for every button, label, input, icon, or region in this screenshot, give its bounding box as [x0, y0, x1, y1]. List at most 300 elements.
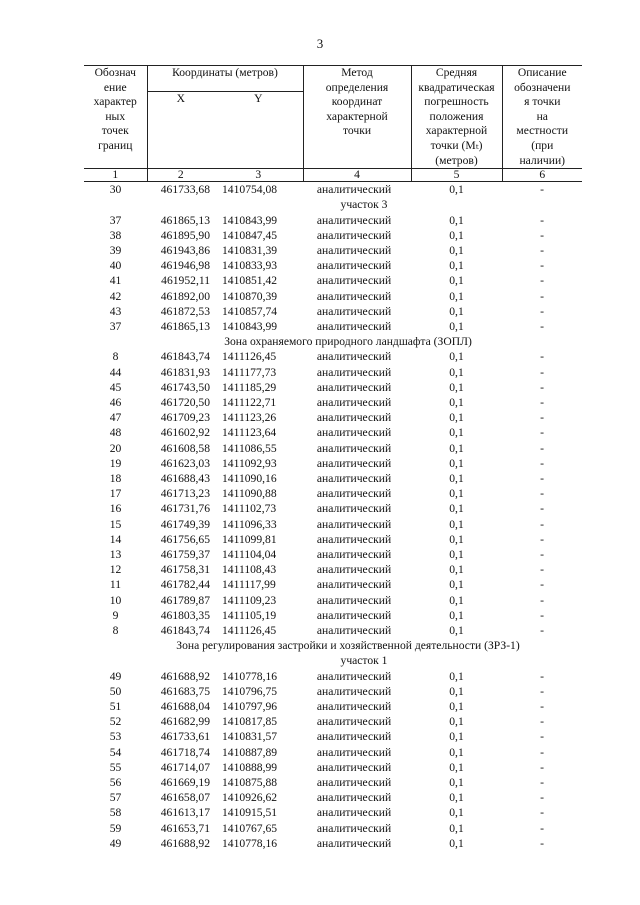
x-coordinate-cell: 461803,35 — [160, 608, 210, 622]
point-number-cell: 17 — [109, 487, 122, 501]
method-cell: аналитический — [316, 441, 392, 455]
y-coordinate-cell: 1411122,71 — [222, 396, 277, 409]
point-number-cell: 58 — [109, 806, 122, 820]
x-coordinate-cell: 461946,98 — [160, 259, 210, 273]
header-line: на — [536, 109, 548, 123]
method-cell: аналитический — [316, 760, 392, 774]
method-cell: аналитический — [316, 745, 392, 759]
method-cell: аналитический — [316, 319, 392, 333]
table-row — [84, 228, 582, 243]
description-cell: - — [540, 243, 544, 257]
table-row — [84, 775, 582, 790]
method-cell: аналитический — [316, 776, 392, 790]
header-line: обозначени — [514, 80, 571, 94]
error-cell: 0,1 — [449, 228, 464, 242]
description-cell: - — [540, 548, 544, 562]
page-number: 3 — [316, 36, 324, 51]
point-number-cell: 16 — [109, 502, 122, 516]
method-cell: аналитический — [316, 517, 392, 531]
error-cell: 0,1 — [449, 669, 464, 683]
y-coordinate-cell: 1410817,85 — [222, 715, 278, 729]
header-line: погрешность — [424, 95, 489, 109]
description-cell: - — [540, 532, 544, 546]
method-cell: аналитический — [316, 563, 392, 577]
header-line: Обознач — [94, 66, 136, 79]
x-coordinate-cell: 461843,74 — [160, 624, 210, 638]
description-cell: - — [540, 669, 544, 683]
y-coordinate-cell: 1410778,16 — [222, 669, 278, 683]
point-number-cell: 43 — [109, 304, 122, 318]
description-cell: - — [540, 259, 544, 273]
section-heading: участок 1 — [340, 654, 388, 668]
column-number: 6 — [502, 169, 582, 182]
error-cell: 0,1 — [449, 289, 464, 303]
x-coordinate-cell: 461756,65 — [160, 532, 210, 546]
error-cell: 0,1 — [449, 517, 464, 531]
x-coordinate-cell: 461943,86 — [160, 243, 210, 257]
description-cell: - — [540, 730, 544, 744]
description-cell: - — [540, 365, 544, 379]
error-cell: 0,1 — [449, 715, 464, 729]
x-coordinate-cell: 461749,39 — [160, 517, 210, 531]
description-cell: - — [540, 426, 544, 440]
table-row — [84, 349, 582, 364]
header-line: границ — [98, 138, 133, 152]
description-cell: - — [540, 563, 544, 577]
y-coordinate-cell: 1410857,74 — [222, 304, 278, 318]
description-cell: - — [540, 745, 544, 759]
section-heading: Зона регулирования застройки и хозяйственной деятельности (ЗРЗ-1) — [176, 639, 520, 653]
x-coordinate-cell: 461602,92 — [160, 426, 210, 440]
point-number-cell: 14 — [109, 532, 122, 546]
method-cell: аналитический — [316, 624, 392, 638]
point-number-cell: 8 — [112, 624, 119, 638]
x-coordinate-cell: 461872,53 — [160, 304, 210, 318]
point-number-cell: 40 — [109, 259, 122, 273]
point-number-cell: 13 — [109, 548, 122, 562]
table-row — [84, 684, 582, 699]
x-coordinate-cell: 461623,03 — [160, 456, 210, 470]
error-cell: 0,1 — [449, 745, 464, 759]
point-number-cell: 49 — [109, 669, 122, 683]
table-row — [84, 577, 582, 592]
x-coordinate-cell: 461952,11 — [161, 274, 210, 288]
table-row — [84, 410, 582, 425]
method-cell: аналитический — [316, 578, 392, 592]
method-cell: аналитический — [316, 715, 392, 729]
y-coordinate-cell: 1411092,93 — [222, 456, 277, 470]
table-row — [84, 319, 582, 334]
table-row — [84, 380, 582, 395]
error-cell: 0,1 — [449, 441, 464, 455]
table-row — [84, 714, 582, 729]
x-coordinate-cell: 461789,87 — [160, 593, 210, 607]
method-cell: аналитический — [316, 593, 392, 607]
method-cell: аналитический — [316, 380, 392, 394]
description-cell: - — [540, 350, 544, 364]
y-coordinate-cell: 1411090,88 — [222, 487, 277, 501]
description-cell: - — [540, 487, 544, 501]
x-coordinate-cell: 461683,75 — [160, 684, 210, 698]
x-coordinate-cell: 461865,13 — [160, 213, 210, 227]
header-point-designation — [84, 66, 147, 169]
x-coordinate-cell: 461688,43 — [160, 472, 210, 486]
header-coordinates: Координаты (метров) — [147, 66, 303, 92]
x-coordinate-cell: 461733,61 — [160, 730, 210, 744]
method-cell: аналитический — [316, 502, 392, 516]
point-number-cell: 52 — [109, 715, 122, 729]
error-cell: 0,1 — [449, 548, 464, 562]
method-cell: аналитический — [316, 821, 392, 835]
header-description — [502, 66, 582, 169]
method-cell: аналитический — [316, 700, 392, 714]
description-cell: - — [540, 396, 544, 409]
y-coordinate-cell: 1410887,89 — [222, 745, 278, 759]
header-line: Описание — [517, 66, 567, 79]
column-number: 2 — [147, 169, 214, 182]
error-cell: 0,1 — [449, 684, 464, 698]
y-coordinate-cell: 1410778,16 — [222, 836, 278, 850]
y-coordinate-cell: 1411177,73 — [222, 365, 277, 379]
y-coordinate-cell: 1410797,96 — [222, 700, 278, 714]
y-coordinate-cell: 1411185,29 — [222, 380, 277, 394]
column-numbers-row — [84, 169, 582, 182]
description-cell: - — [540, 517, 544, 531]
error-cell: 0,1 — [449, 624, 464, 638]
description-cell: - — [540, 715, 544, 729]
table-row — [84, 623, 582, 638]
point-number-cell: 10 — [109, 593, 122, 607]
x-coordinate-cell: 461758,31 — [160, 563, 210, 577]
x-coordinate-cell: 461682,99 — [160, 715, 210, 729]
method-cell: аналитический — [316, 548, 392, 562]
x-coordinate-cell: 461718,74 — [160, 745, 210, 759]
table-row — [84, 425, 582, 440]
point-number-cell: 37 — [109, 319, 122, 333]
error-cell: 0,1 — [449, 578, 464, 592]
y-coordinate-cell: 1410870,39 — [222, 289, 278, 303]
table-row — [84, 608, 582, 623]
x-coordinate-cell: 461759,37 — [160, 548, 210, 562]
error-cell: 0,1 — [449, 472, 464, 486]
point-number-cell: 55 — [109, 760, 122, 774]
point-number-cell: 9 — [112, 608, 119, 622]
method-cell: аналитический — [316, 836, 392, 850]
description-cell: - — [540, 608, 544, 622]
description-cell: - — [540, 183, 544, 197]
y-coordinate-cell: 1411105,19 — [222, 608, 277, 622]
table-row — [84, 456, 582, 471]
point-number-cell: 8 — [112, 350, 119, 364]
point-number-cell: 51 — [109, 700, 122, 714]
error-cell: 0,1 — [449, 396, 464, 409]
description-cell: - — [540, 760, 544, 774]
header-line: наличии) — [519, 153, 566, 167]
y-coordinate-cell: 1410767,65 — [222, 821, 278, 835]
header-line: характер — [93, 95, 137, 109]
y-coordinate-cell: 1411086,55 — [222, 441, 277, 455]
table-row — [84, 517, 582, 532]
header-line: местности — [516, 124, 569, 138]
table-row — [84, 790, 582, 805]
table-row — [84, 501, 582, 516]
error-cell: 0,1 — [449, 304, 464, 318]
y-coordinate-cell: 1411123,64 — [222, 426, 277, 440]
y-coordinate-cell: 1411096,33 — [222, 517, 277, 531]
x-coordinate-cell: 461865,13 — [160, 319, 210, 333]
header-line: Метод — [341, 66, 373, 79]
section-heading-row — [84, 638, 582, 653]
description-cell: - — [540, 213, 544, 227]
y-coordinate-cell: 1410926,62 — [222, 791, 278, 805]
description-cell: - — [540, 472, 544, 486]
y-coordinate-cell: 1410851,42 — [222, 274, 278, 288]
description-cell: - — [540, 502, 544, 516]
error-cell: 0,1 — [449, 259, 464, 273]
header-line: квадратическая — [418, 80, 495, 94]
error-cell: 0,1 — [449, 608, 464, 622]
y-coordinate-cell: 1411102,73 — [222, 502, 277, 516]
section-heading-row — [84, 197, 582, 212]
x-coordinate-cell: 461843,74 — [160, 350, 210, 364]
y-coordinate-cell: 1411108,43 — [222, 563, 277, 577]
y-coordinate-cell: 1411126,45 — [222, 624, 277, 638]
header-line: ных — [105, 109, 126, 123]
point-number-cell: 42 — [109, 289, 122, 303]
y-coordinate-cell: 1411099,81 — [222, 532, 277, 546]
error-cell: 0,1 — [449, 183, 464, 197]
method-cell: аналитический — [316, 411, 392, 425]
x-coordinate-cell: 461733,68 — [160, 183, 210, 197]
header-line: Средняя — [435, 66, 478, 79]
error-cell: 0,1 — [449, 213, 464, 227]
x-coordinate-cell: 461731,76 — [160, 502, 210, 516]
point-number-cell: 44 — [109, 365, 122, 379]
method-cell: аналитический — [316, 730, 392, 744]
table-row — [84, 532, 582, 547]
table-row — [84, 486, 582, 501]
header-error — [411, 66, 502, 169]
description-cell: - — [540, 684, 544, 698]
y-coordinate-cell: 1411104,04 — [222, 548, 277, 562]
x-coordinate-cell: 461831,93 — [160, 365, 210, 379]
header-y: Y — [254, 92, 263, 106]
description-cell: - — [540, 593, 544, 607]
table-row — [84, 395, 582, 410]
table-row — [84, 836, 582, 851]
header-line: характерной — [425, 124, 488, 138]
x-coordinate-cell: 461613,17 — [160, 806, 210, 820]
method-cell: аналитический — [316, 791, 392, 805]
error-cell: 0,1 — [449, 760, 464, 774]
y-coordinate-cell: 1410796,75 — [222, 684, 278, 698]
error-cell: 0,1 — [449, 532, 464, 546]
x-coordinate-cell: 461653,71 — [160, 821, 210, 835]
section-heading-row — [84, 334, 582, 349]
error-cell: 0,1 — [449, 806, 464, 820]
table-header — [84, 66, 582, 182]
x-coordinate-cell: 461782,44 — [160, 578, 210, 592]
error-cell: 0,1 — [449, 456, 464, 470]
point-number-cell: 18 — [109, 472, 122, 486]
table-row — [84, 760, 582, 775]
description-cell: - — [540, 821, 544, 835]
point-number-cell: 12 — [109, 563, 122, 577]
y-coordinate-cell: 1410833,93 — [222, 259, 278, 273]
method-cell: аналитический — [316, 396, 392, 409]
table-row — [84, 471, 582, 486]
error-cell: 0,1 — [449, 593, 464, 607]
error-cell: 0,1 — [449, 365, 464, 379]
y-coordinate-cell: 1411117,99 — [222, 578, 276, 592]
point-number-cell: 57 — [109, 791, 122, 805]
point-number-cell: 45 — [109, 380, 122, 394]
table-row — [84, 547, 582, 562]
table-row — [84, 699, 582, 714]
method-cell: аналитический — [316, 532, 392, 546]
description-cell: - — [540, 289, 544, 303]
error-cell: 0,1 — [449, 487, 464, 501]
y-coordinate-cell: 1411126,45 — [222, 350, 277, 364]
x-coordinate-cell: 461658,07 — [160, 791, 210, 805]
method-cell: аналитический — [316, 487, 392, 501]
description-cell: - — [540, 791, 544, 805]
error-cell: 0,1 — [449, 563, 464, 577]
y-coordinate-cell: 1411090,16 — [222, 472, 277, 486]
description-cell: - — [540, 776, 544, 790]
column-number: 5 — [411, 169, 502, 182]
point-number-cell: 30 — [109, 183, 122, 197]
error-cell: 0,1 — [449, 791, 464, 805]
table-row — [84, 669, 582, 684]
method-cell: аналитический — [316, 350, 392, 364]
column-number: 3 — [214, 169, 303, 182]
x-coordinate-cell: 461669,19 — [160, 776, 210, 790]
header-line: ение — [103, 80, 127, 94]
point-number-cell: 59 — [109, 821, 122, 835]
table-row — [84, 745, 582, 760]
description-cell: - — [540, 380, 544, 394]
header-line: точки (Mₜ) — [430, 138, 483, 152]
point-number-cell: 49 — [109, 836, 122, 850]
error-cell: 0,1 — [449, 836, 464, 850]
header-line: координат — [331, 95, 383, 109]
table-body — [84, 182, 582, 851]
header-line: точки — [342, 124, 372, 138]
method-cell: аналитический — [316, 304, 392, 318]
table-row — [84, 805, 582, 820]
error-cell: 0,1 — [449, 411, 464, 425]
section-heading-row — [84, 653, 582, 668]
x-coordinate-cell: 461709,23 — [160, 411, 210, 425]
description-cell: - — [540, 806, 544, 820]
table-row — [84, 562, 582, 577]
point-number-cell: 53 — [109, 730, 122, 744]
table-row — [84, 593, 582, 608]
x-coordinate-cell: 461892,00 — [160, 289, 210, 303]
method-cell: аналитический — [316, 259, 392, 273]
x-coordinate-cell: 461688,92 — [160, 669, 210, 683]
header-line: (при — [531, 138, 554, 152]
table-row — [84, 273, 582, 288]
description-cell: - — [540, 624, 544, 638]
y-coordinate-cell: 1410843,99 — [222, 213, 278, 227]
point-number-cell: 37 — [109, 213, 122, 227]
description-cell: - — [540, 578, 544, 592]
header-line: определения — [325, 80, 389, 94]
y-coordinate-cell: 1410831,39 — [222, 243, 278, 257]
header-method — [303, 66, 411, 169]
header-line: (метров) — [435, 153, 478, 167]
header-x: X — [147, 92, 214, 169]
column-number: 4 — [303, 169, 411, 182]
table-row — [84, 182, 582, 198]
section-heading: Зона охраняемого природного ландшафта (ЗОПЛ) — [224, 335, 472, 349]
point-number-cell: 11 — [109, 578, 122, 592]
x-coordinate-cell: 461608,58 — [160, 441, 210, 455]
point-number-cell: 19 — [109, 456, 122, 470]
error-cell: 0,1 — [449, 319, 464, 333]
method-cell: аналитический — [316, 274, 392, 288]
error-cell: 0,1 — [449, 380, 464, 394]
table-row — [84, 304, 582, 319]
method-cell: аналитический — [316, 228, 392, 242]
method-cell: аналитический — [316, 243, 392, 257]
description-cell: - — [540, 836, 544, 850]
method-cell: аналитический — [316, 472, 392, 486]
method-cell: аналитический — [316, 456, 392, 470]
y-coordinate-cell: 1411109,23 — [222, 593, 277, 607]
table-row — [84, 258, 582, 273]
point-number-cell: 41 — [109, 274, 122, 288]
description-cell: - — [540, 304, 544, 318]
method-cell: аналитический — [316, 608, 392, 622]
x-coordinate-cell: 461714,07 — [160, 760, 210, 774]
method-cell: аналитический — [316, 806, 392, 820]
error-cell: 0,1 — [449, 700, 464, 714]
table-row — [84, 729, 582, 744]
description-cell: - — [540, 411, 544, 425]
y-coordinate-cell: 1410915,51 — [222, 806, 278, 820]
error-cell: 0,1 — [449, 776, 464, 790]
table-row — [84, 365, 582, 380]
point-number-cell: 15 — [109, 517, 122, 531]
header-line: точек — [101, 124, 129, 138]
point-number-cell: 20 — [109, 441, 122, 455]
y-coordinate-cell: 1410875,88 — [222, 776, 278, 790]
description-cell: - — [540, 274, 544, 288]
point-number-cell: 47 — [109, 411, 122, 425]
point-number-cell: 54 — [109, 745, 122, 759]
x-coordinate-cell: 461720,50 — [160, 396, 210, 409]
description-cell: - — [540, 456, 544, 470]
description-cell: - — [540, 319, 544, 333]
table-row — [84, 289, 582, 304]
method-cell: аналитический — [316, 684, 392, 698]
y-coordinate-cell: 1410843,99 — [222, 319, 278, 333]
description-cell: - — [540, 700, 544, 714]
table-row — [84, 441, 582, 456]
x-coordinate-cell: 461688,92 — [160, 836, 210, 850]
method-cell: аналитический — [316, 183, 392, 197]
table-row — [84, 213, 582, 228]
error-cell: 0,1 — [449, 243, 464, 257]
x-coordinate-cell: 461743,50 — [160, 380, 210, 394]
method-cell: аналитический — [316, 213, 392, 227]
point-number-cell: 50 — [109, 684, 122, 698]
point-number-cell: 46 — [109, 396, 122, 409]
x-coordinate-cell: 461688,04 — [160, 700, 210, 714]
